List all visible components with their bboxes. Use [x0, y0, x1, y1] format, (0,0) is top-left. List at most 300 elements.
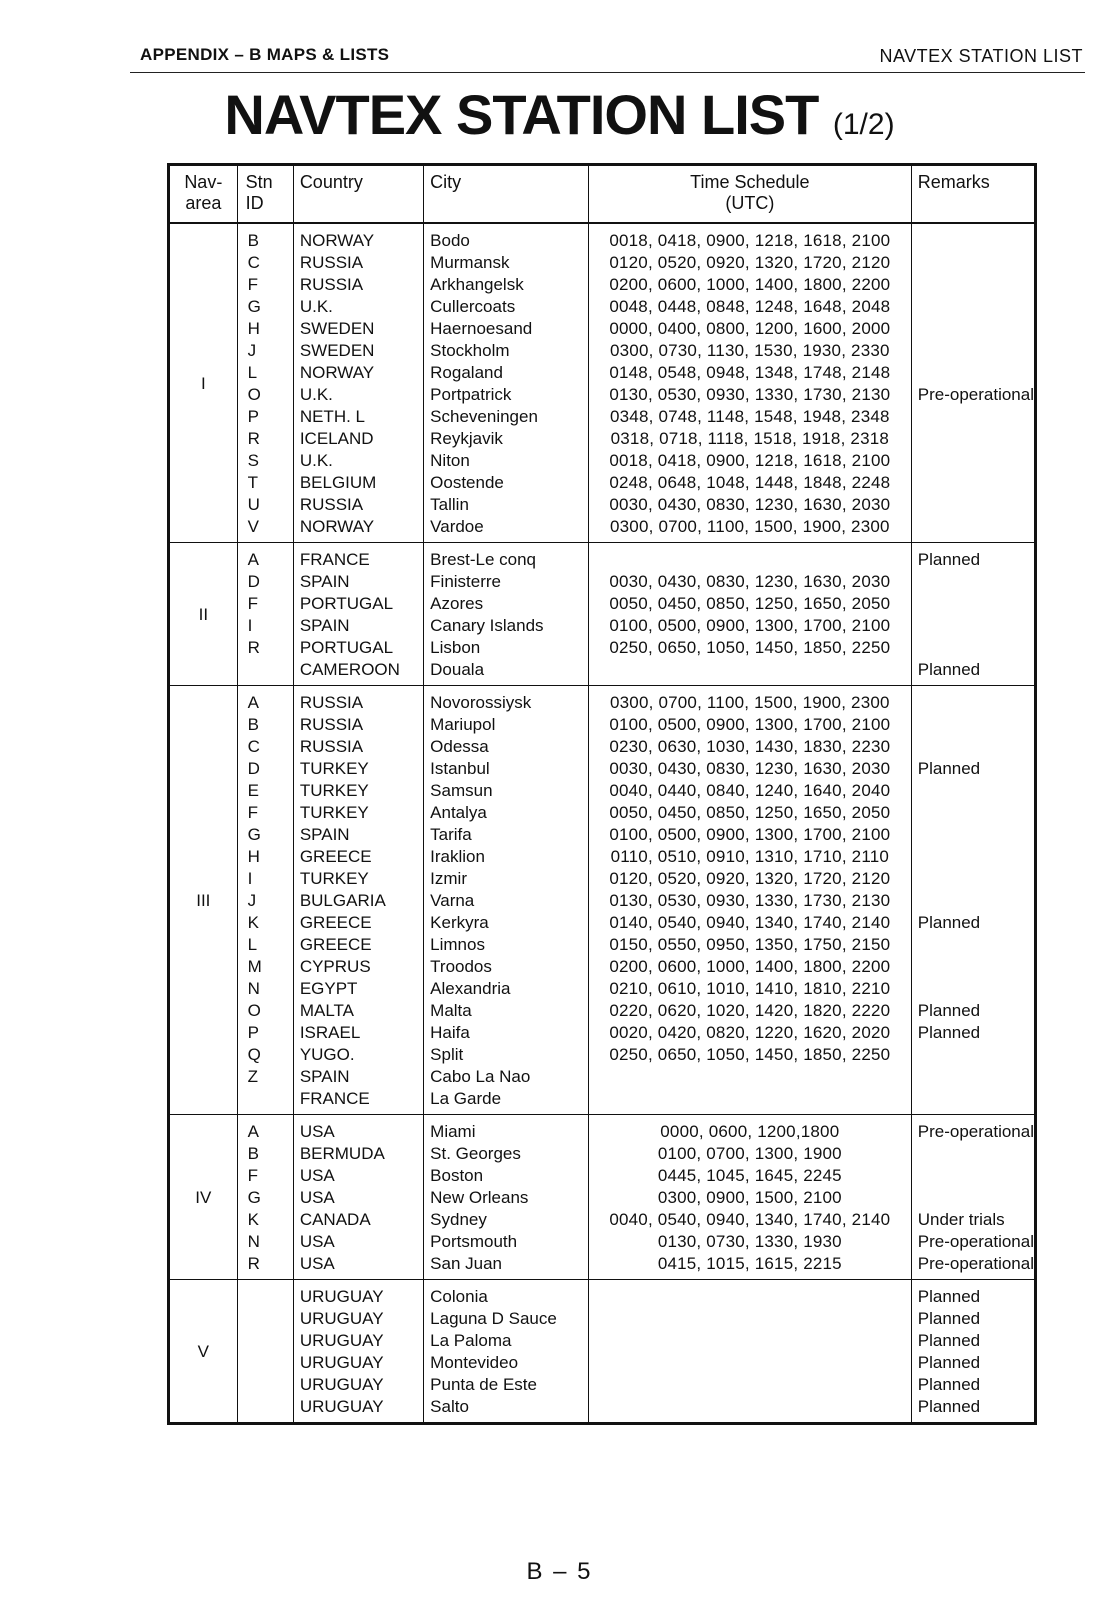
city-value: Tarifa [430, 825, 472, 844]
remarks-value: Under trials [917, 1210, 1005, 1229]
city-value: Iraklion [430, 847, 485, 866]
time-schedule-value: 0200, 0600, 1000, 1400, 1800, 2200 [609, 957, 891, 976]
city-value: Sydney [430, 1210, 487, 1229]
time-schedule-value: 0018, 0418, 0900, 1218, 1618, 2100 [609, 451, 891, 470]
city-value: Montevideo [430, 1353, 519, 1372]
remarks-column-cell [911, 686, 1035, 1115]
remarks-value [912, 428, 1034, 450]
time-schedule-value: 0050, 0450, 0850, 1250, 1650, 2050 [609, 803, 891, 822]
city-column-cell [424, 1115, 589, 1280]
remarks-value [912, 692, 1034, 714]
country-value: NORWAY [299, 363, 375, 382]
country-column-cell [293, 1280, 423, 1424]
city-value: Boston [430, 1166, 484, 1185]
time-schedule-value: 0300, 0730, 1130, 1530, 1930, 2330 [609, 341, 890, 360]
country-column-cell [293, 223, 423, 543]
time-schedule-value: 0248, 0648, 1048, 1448, 1848, 2248 [609, 473, 891, 492]
time-schedule-value: 0140, 0540, 0940, 1340, 1740, 2140 [609, 913, 891, 932]
station-id-value: S [247, 451, 259, 470]
city-value: Istanbul [430, 759, 490, 778]
time-schedule-value [589, 659, 911, 681]
station-id-value [238, 1088, 293, 1110]
time-schedule-value [589, 1066, 911, 1088]
time-schedule-value: 0220, 0620, 1020, 1420, 1820, 2220 [609, 1001, 891, 1020]
table-row [169, 1115, 1036, 1280]
header-divider [130, 72, 1085, 73]
city-value: Colonia [430, 1287, 488, 1306]
station-id-value: E [247, 781, 259, 800]
station-id-value: I [247, 616, 253, 635]
country-value: CANADA [299, 1210, 371, 1229]
time-schedule-value [589, 1374, 911, 1396]
time-schedule-value: 0050, 0450, 0850, 1250, 1650, 2050 [609, 594, 891, 613]
country-value: URUGUAY [299, 1353, 384, 1372]
city-value: Azores [430, 594, 484, 613]
remarks-value [912, 340, 1034, 362]
time-schedule-value: 0250, 0650, 1050, 1450, 1850, 2250 [609, 1045, 891, 1064]
navarea-group [169, 543, 1036, 686]
remarks-value [912, 890, 1034, 912]
time-schedule-value [589, 1308, 911, 1330]
station-id-value: L [247, 363, 258, 382]
country-value: NETH. L [299, 407, 365, 426]
station-id-value: V [247, 517, 259, 536]
country-value: MALTA [299, 1001, 354, 1020]
navarea-group [169, 1280, 1036, 1424]
city-value: Laguna D Sauce [430, 1309, 557, 1328]
country-value: CAMEROON [299, 660, 400, 679]
time-schedule-value [589, 1396, 911, 1418]
city-value: Stockholm [430, 341, 510, 360]
city-value: Haernoesand [430, 319, 533, 338]
table-row [169, 223, 1036, 543]
remarks-value: Pre-operational [917, 385, 1034, 404]
navarea-cell [169, 1115, 238, 1280]
remarks-value [912, 230, 1034, 252]
table-row [169, 543, 1036, 686]
remarks-value: Pre-operational [917, 1122, 1034, 1141]
navarea-cell [169, 686, 238, 1115]
country-value: SPAIN [299, 572, 350, 591]
station-id-value: J [247, 341, 257, 360]
city-value: Brest-Le conq [430, 550, 536, 569]
city-value: Samsun [430, 781, 493, 800]
remarks-value [912, 802, 1034, 824]
remarks-value: Planned [917, 660, 981, 679]
country-value: RUSSIA [299, 253, 364, 272]
station-id-value: B [247, 715, 259, 734]
city-value: Miami [430, 1122, 476, 1141]
city-value: Finisterre [430, 572, 502, 591]
country-value: SWEDEN [299, 319, 375, 338]
remarks-value [912, 1165, 1034, 1187]
remarks-value [912, 252, 1034, 274]
time-schedule-value: 0000, 0400, 0800, 1200, 1600, 2000 [609, 319, 891, 338]
remarks-value [912, 1044, 1034, 1066]
remarks-value: Planned [917, 1001, 981, 1020]
time-schedule-value: 0100, 0700, 1300, 1900 [657, 1144, 842, 1163]
time-schedule-value: 0230, 0630, 1030, 1430, 1830, 2230 [609, 737, 891, 756]
navarea-group [169, 686, 1036, 1115]
station-id-value: I [247, 869, 253, 888]
station-id-value: A [247, 693, 259, 712]
city-column-cell [424, 1280, 589, 1424]
time-schedule-value: 0030, 0430, 0830, 1230, 1630, 2030 [609, 759, 891, 778]
country-value: RUSSIA [299, 737, 364, 756]
country-value: YUGO. [299, 1045, 355, 1064]
time-schedule-column-cell [588, 223, 911, 543]
station-id-value [238, 1330, 293, 1352]
time-schedule-value: 0415, 1015, 1615, 2215 [657, 1254, 842, 1273]
remarks-value: Planned [917, 759, 981, 778]
city-value: Cullercoats [430, 297, 516, 316]
navarea-group [169, 223, 1036, 543]
time-schedule-value: 0120, 0520, 0920, 1320, 1720, 2120 [609, 869, 891, 888]
country-value: URUGUAY [299, 1287, 384, 1306]
country-value: SWEDEN [299, 341, 375, 360]
country-value: EGYPT [299, 979, 358, 998]
country-value: ISRAEL [299, 1023, 361, 1042]
remarks-value: Planned [917, 1353, 981, 1372]
country-value: USA [299, 1232, 335, 1251]
country-value: PORTUGAL [299, 594, 394, 613]
station-id-value: A [247, 1122, 259, 1141]
city-column-cell [424, 543, 589, 686]
navarea-cell [169, 223, 238, 543]
station-id-value: F [247, 275, 259, 294]
time-schedule-value: 0030, 0430, 0830, 1230, 1630, 2030 [609, 572, 891, 591]
time-schedule-value: 0100, 0500, 0900, 1300, 1700, 2100 [609, 825, 891, 844]
country-value: URUGUAY [299, 1331, 384, 1350]
station-id-value: Q [247, 1045, 261, 1064]
station-id-value: T [247, 473, 259, 492]
time-schedule-value: 0030, 0430, 0830, 1230, 1630, 2030 [609, 495, 891, 514]
city-value: Arkhangelsk [430, 275, 524, 294]
country-value: USA [299, 1254, 335, 1273]
remarks-column-cell [911, 543, 1035, 686]
col-header-navarea [169, 165, 238, 224]
city-column-cell [424, 686, 589, 1115]
station-id-value: K [247, 913, 259, 932]
country-value: URUGUAY [299, 1375, 384, 1394]
col-header-city: City [424, 165, 589, 224]
time-schedule-value: 0000, 0600, 1200,1800 [660, 1122, 840, 1141]
navarea-group [169, 1115, 1036, 1280]
city-value: Scheveningen [430, 407, 538, 426]
time-schedule-value: 0200, 0600, 1000, 1400, 1800, 2200 [609, 275, 891, 294]
remarks-value: Planned [917, 1397, 981, 1416]
col-header-time-line1: Time Schedule [690, 172, 810, 192]
station-id-column-cell [237, 1280, 293, 1424]
remarks-value [912, 1066, 1034, 1088]
page-title [0, 82, 1119, 147]
station-id-value: N [247, 1232, 260, 1251]
time-schedule-value: 0048, 0448, 0848, 1248, 1648, 2048 [609, 297, 891, 316]
time-schedule-value: 0110, 0510, 0910, 1310, 1710, 2110 [610, 847, 890, 866]
remarks-value: Pre-operational [917, 1232, 1034, 1251]
time-schedule-value [589, 1330, 911, 1352]
remarks-column-cell [911, 223, 1035, 543]
city-value: Cabo La Nao [430, 1067, 531, 1086]
country-value: USA [299, 1188, 335, 1207]
navarea-label: III [196, 891, 211, 910]
col-header-navarea-line1: Nav- [184, 172, 223, 192]
station-id-value: N [247, 979, 260, 998]
station-id-column-cell [237, 686, 293, 1115]
station-id-value: C [247, 253, 260, 272]
remarks-value: Planned [917, 1287, 981, 1306]
remarks-value [912, 406, 1034, 428]
remarks-value [912, 637, 1034, 659]
station-id-value: F [247, 803, 259, 822]
city-value: Malta [430, 1001, 472, 1020]
country-value: URUGUAY [299, 1397, 384, 1416]
remarks-value [912, 571, 1034, 593]
country-value: RUSSIA [299, 275, 364, 294]
station-id-value: H [247, 847, 260, 866]
time-schedule-value: 0020, 0420, 0820, 1220, 1620, 2020 [609, 1023, 891, 1042]
remarks-value [912, 450, 1034, 472]
country-value: U.K. [299, 451, 333, 470]
station-id-value: J [247, 891, 257, 910]
city-value: Mariupol [430, 715, 496, 734]
city-value: Haifa [430, 1023, 470, 1042]
navtex-station-table [167, 163, 1037, 1425]
page-number: B – 5 [526, 1558, 593, 1585]
table-row [169, 1280, 1036, 1424]
remarks-value [912, 780, 1034, 802]
country-column-cell [293, 1115, 423, 1280]
station-id-value [238, 1308, 293, 1330]
country-value: TURKEY [299, 781, 369, 800]
station-id-value: U [247, 495, 260, 514]
station-id-value: P [247, 407, 259, 426]
time-schedule-column-cell [588, 543, 911, 686]
col-header-country: Country [293, 165, 423, 224]
remarks-value [912, 472, 1034, 494]
col-header-time-schedule [588, 165, 911, 224]
city-value: Vardoe [430, 517, 484, 536]
time-schedule-value: 0148, 0548, 0948, 1348, 1748, 2148 [609, 363, 891, 382]
time-schedule-value: 0040, 0540, 0940, 1340, 1740, 2140 [609, 1210, 891, 1229]
country-value: TURKEY [299, 803, 369, 822]
remarks-value [912, 516, 1034, 538]
time-schedule-column-cell [588, 1115, 911, 1280]
country-value: GREECE [299, 913, 372, 932]
country-value: FRANCE [299, 550, 370, 569]
station-id-value: B [247, 1144, 259, 1163]
country-value: TURKEY [299, 759, 369, 778]
remarks-value [912, 1143, 1034, 1165]
city-value: Troodos [430, 957, 492, 976]
city-value: Lisbon [430, 638, 481, 657]
time-schedule-value: 0130, 0530, 0930, 1330, 1730, 2130 [609, 891, 891, 910]
remarks-column-cell [911, 1115, 1035, 1280]
city-value: Salto [430, 1397, 469, 1416]
time-schedule-value: 0130, 0730, 1330, 1930 [657, 1232, 842, 1251]
col-header-time-line2: (UTC) [725, 193, 775, 213]
country-value: USA [299, 1122, 335, 1141]
col-header-navarea-line2: area [185, 193, 222, 213]
remarks-value [912, 736, 1034, 758]
time-schedule-value: 0018, 0418, 0900, 1218, 1618, 2100 [609, 231, 891, 250]
country-value: U.K. [299, 297, 333, 316]
station-id-value: G [247, 297, 261, 316]
station-id-value: O [247, 385, 261, 404]
navarea-cell [169, 1280, 238, 1424]
station-id-value: Z [247, 1067, 259, 1086]
city-value: Limnos [430, 935, 485, 954]
table-row [169, 686, 1036, 1115]
time-schedule-value: 0150, 0550, 0950, 1350, 1750, 2150 [609, 935, 891, 954]
time-schedule-value: 0120, 0520, 0920, 1320, 1720, 2120 [609, 253, 891, 272]
time-schedule-value: 0445, 1045, 1645, 2245 [657, 1166, 842, 1185]
city-value: Reykjavik [430, 429, 503, 448]
station-id-value [238, 1352, 293, 1374]
remarks-value [912, 615, 1034, 637]
city-value: Niton [430, 451, 470, 470]
city-value: Douala [430, 660, 485, 679]
navarea-cell [169, 543, 238, 686]
time-schedule-value: 0300, 0900, 1500, 2100 [657, 1188, 842, 1207]
country-value: U.K. [299, 385, 333, 404]
remarks-value [912, 956, 1034, 978]
city-value: Kerkyra [430, 913, 489, 932]
col-header-stn-line1: Stn [245, 172, 273, 192]
time-schedule-value [589, 549, 911, 571]
country-value: SPAIN [299, 1067, 350, 1086]
navarea-label: IV [195, 1188, 212, 1207]
col-header-stn-line2: ID [245, 193, 264, 213]
remarks-value [912, 1088, 1034, 1110]
remarks-value [912, 1187, 1034, 1209]
page-title-main: NAVTEX STATION LIST [224, 83, 833, 146]
country-value: RUSSIA [299, 495, 364, 514]
country-value: BULGARIA [299, 891, 386, 910]
station-id-value [238, 1374, 293, 1396]
time-schedule-value: 0250, 0650, 1050, 1450, 1850, 2250 [609, 638, 891, 657]
remarks-value [912, 714, 1034, 736]
station-id-value: H [247, 319, 260, 338]
station-id-value: M [247, 957, 262, 976]
country-value: RUSSIA [299, 715, 364, 734]
station-id-value: F [247, 1166, 259, 1185]
remarks-value [912, 494, 1034, 516]
remarks-value: Planned [917, 550, 981, 569]
header-section-label: APPENDIX – B MAPS & LISTS [140, 45, 390, 64]
navarea-label: I [200, 374, 206, 393]
remarks-column-cell [911, 1280, 1035, 1424]
station-id-value: D [247, 759, 260, 778]
remarks-value [912, 362, 1034, 384]
station-id-value: K [247, 1210, 259, 1229]
country-value: URUGUAY [299, 1309, 384, 1328]
country-column-cell [293, 543, 423, 686]
station-id-column-cell [237, 1115, 293, 1280]
remarks-value [912, 318, 1034, 340]
remarks-value [912, 593, 1034, 615]
navarea-label: II [198, 605, 209, 624]
city-value: Punta de Este [430, 1375, 537, 1394]
city-value: Alexandria [430, 979, 511, 998]
country-column-cell [293, 686, 423, 1115]
city-value: Canary Islands [430, 616, 544, 635]
city-value: La Paloma [430, 1331, 512, 1350]
country-value: NORWAY [299, 231, 375, 250]
time-schedule-column-cell [588, 1280, 911, 1424]
city-value: Odessa [430, 737, 489, 756]
page-title-part: (1/2) [832, 108, 895, 141]
remarks-value [912, 274, 1034, 296]
remarks-value: Planned [917, 1331, 981, 1350]
time-schedule-value: 0348, 0748, 1148, 1548, 1948, 2348 [609, 407, 890, 426]
station-id-value: R [247, 638, 260, 657]
country-value: BERMUDA [299, 1144, 385, 1163]
time-schedule-value [589, 1286, 911, 1308]
time-schedule-column-cell [588, 686, 911, 1115]
city-value: Tallin [430, 495, 469, 514]
time-schedule-value [589, 1088, 911, 1110]
country-value: NORWAY [299, 517, 375, 536]
country-value: SPAIN [299, 616, 350, 635]
city-value: Portpatrick [430, 385, 512, 404]
remarks-value: Pre-operational [917, 1254, 1034, 1273]
country-value: RUSSIA [299, 693, 364, 712]
remarks-value: Planned [917, 1309, 981, 1328]
navarea-label: V [197, 1342, 209, 1361]
remarks-value [912, 934, 1034, 956]
station-id-value [238, 659, 293, 681]
station-id-value: O [247, 1001, 261, 1020]
time-schedule-value: 0300, 0700, 1100, 1500, 1900, 2300 [609, 693, 890, 712]
time-schedule-value: 0300, 0700, 1100, 1500, 1900, 2300 [609, 517, 890, 536]
country-value: PORTUGAL [299, 638, 394, 657]
time-schedule-value: 0100, 0500, 0900, 1300, 1700, 2100 [609, 616, 891, 635]
station-id-value: R [247, 1254, 260, 1273]
station-id-value: D [247, 572, 260, 591]
remarks-value: Planned [917, 1023, 981, 1042]
city-value: Varna [430, 891, 475, 910]
country-value: ICELAND [299, 429, 374, 448]
table-header-row [169, 165, 1036, 224]
remarks-value: Planned [917, 1375, 981, 1394]
country-value: USA [299, 1166, 335, 1185]
city-value: Rogaland [430, 363, 503, 382]
city-value: Novorossiysk [430, 693, 532, 712]
time-schedule-value [589, 1352, 911, 1374]
time-schedule-value: 0210, 0610, 1010, 1410, 1810, 2210 [609, 979, 891, 998]
country-value: TURKEY [299, 869, 369, 888]
city-value: Oostende [430, 473, 504, 492]
city-value: Antalya [430, 803, 487, 822]
country-value: GREECE [299, 847, 372, 866]
country-value: CYPRUS [299, 957, 371, 976]
remarks-value [912, 978, 1034, 1000]
station-id-value: B [247, 231, 259, 250]
time-schedule-value: 0040, 0440, 0840, 1240, 1640, 2040 [609, 781, 891, 800]
time-schedule-value: 0318, 0718, 1118, 1518, 1918, 2318 [610, 429, 890, 448]
city-value: Bodo [430, 231, 470, 250]
remarks-value [912, 296, 1034, 318]
station-id-value: A [247, 550, 259, 569]
col-header-remarks: Remarks [911, 165, 1035, 224]
city-value: St. Georges [430, 1144, 521, 1163]
station-id-value: C [247, 737, 260, 756]
city-column-cell [424, 223, 589, 543]
remarks-value [912, 846, 1034, 868]
station-id-column-cell [237, 543, 293, 686]
city-value: Split [430, 1045, 464, 1064]
